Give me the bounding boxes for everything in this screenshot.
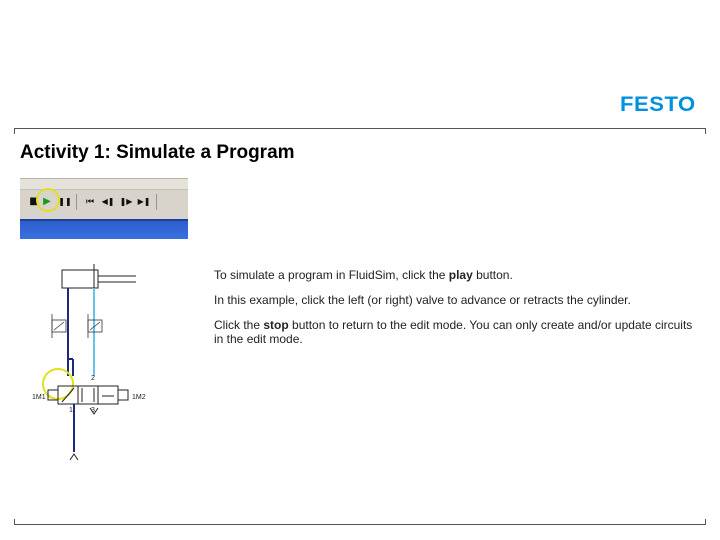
page-title: Activity 1: Simulate a Program <box>20 142 295 163</box>
cylinder-body <box>62 270 98 288</box>
toolbar-blue-band <box>20 219 188 239</box>
port-3-label: 3 <box>91 407 95 414</box>
toolbar-separator <box>76 194 77 210</box>
pause-icon[interactable]: ❚❚ <box>58 197 72 206</box>
valve-label-left: 1M1 <box>32 394 46 401</box>
step-forward-icon[interactable]: ❚▶ <box>119 197 133 206</box>
toolbar-separator <box>156 194 157 210</box>
festo-logo: FESTO <box>620 93 696 116</box>
valve-label-right: 1M2 <box>132 394 146 401</box>
instruction-valve: In this example, click the left (or right) valve to advance or retracts the cylinder. <box>214 293 631 307</box>
flow-control-left <box>52 314 66 338</box>
port-2-label: 2 <box>91 375 95 382</box>
toolbar-top-strip <box>20 179 188 190</box>
pneumatic-circuit-diagram <box>28 256 160 470</box>
instruction-play: To simulate a program in FluidSim, click the play button. <box>214 268 513 282</box>
play-icon[interactable]: ▶ <box>43 196 51 207</box>
stop-icon[interactable]: ■ <box>29 196 39 207</box>
footer-divider <box>14 524 706 525</box>
toolbar-button-bar <box>20 191 188 213</box>
port-1-label: 1 <box>69 407 73 414</box>
instructions <box>214 268 704 357</box>
instruction-stop: Click the stop button to return to the edit mode. You can only create and/or update circuits in the edit mode. <box>214 318 693 346</box>
reset-icon[interactable]: ⏮ <box>85 197 95 207</box>
step-back-icon[interactable]: ◀❚ <box>101 197 115 206</box>
header-divider <box>14 128 706 129</box>
directional-valve <box>48 386 128 404</box>
simulation-toolbar-screenshot <box>20 178 188 239</box>
pressure-source-icon <box>70 454 78 460</box>
continue-icon[interactable]: ▶❚ <box>137 197 151 206</box>
